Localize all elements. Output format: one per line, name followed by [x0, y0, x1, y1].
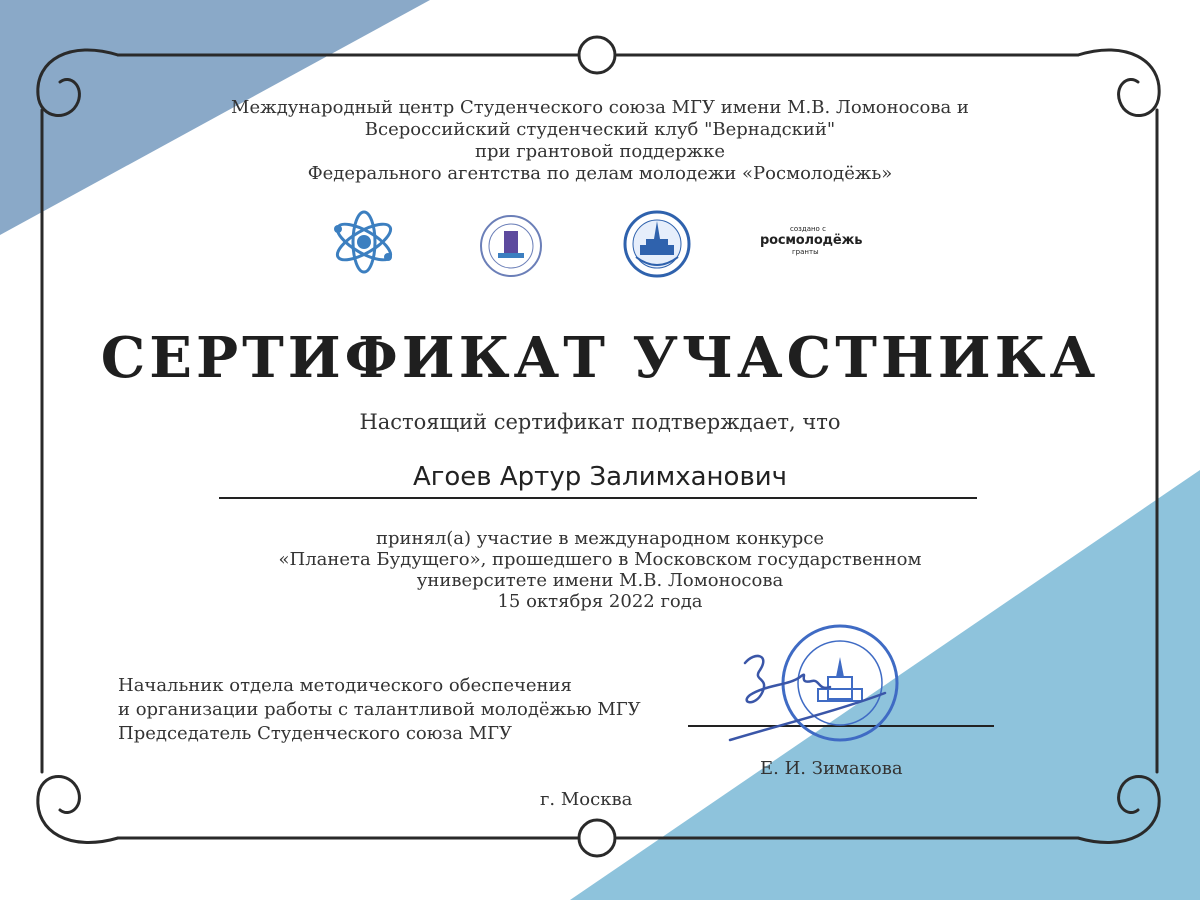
position-line-1: Начальник отдела методического обеспечения — [118, 675, 572, 696]
body-line-3: университете имени М.В. Ломоносова — [416, 570, 784, 591]
certificate-title: СЕРТИФИКАТ УЧАСТНИКА — [100, 325, 1100, 391]
seal-and-signature — [700, 615, 940, 765]
rosmolodezh-main-text: росмолодёжь — [760, 233, 863, 248]
recipient-name: Агоев Артур Залимханович — [412, 462, 788, 492]
body-line-2: «Планета Будущего», прошедшего в Московском государственном — [278, 549, 922, 570]
position-line-2: и организации работы с талантливой молодёжью МГУ — [118, 699, 641, 720]
header-line-1: Международный центр Студенческого союза МГУ имени М.В. Ломоносова и — [231, 97, 969, 118]
rosmolodezh-bottom-text: гранты — [792, 248, 819, 256]
participation-text — [200, 528, 1000, 612]
signer-name: Е. И. Зимакова — [760, 758, 903, 779]
body-line-1: принял(а) участие в международном конкурсе — [375, 528, 825, 549]
official-seal — [783, 626, 897, 740]
msu-students-union-logo — [622, 209, 692, 279]
header-line-2: Всероссийский студенческий клуб "Вернадский" — [364, 119, 836, 140]
event-date: 15 октября 2022 года — [497, 591, 703, 612]
confirmation-text: Настоящий сертификат подтверждает, что — [359, 410, 841, 434]
position-line-3: Председатель Студенческого союза МГУ — [118, 723, 513, 744]
header-line-4: Федерального агентства по делам молодежи «Росмолодёжь» — [307, 163, 893, 184]
rosmolodezh-top-text: создано с — [790, 225, 826, 233]
header-line-3: при грантовой поддержке — [474, 141, 726, 162]
signer-position — [118, 674, 678, 746]
vernadsky-club-logo — [478, 213, 544, 279]
issuer-header — [200, 97, 1000, 185]
name-underline — [219, 497, 977, 499]
atom-logo — [330, 207, 398, 277]
city: г. Москва — [540, 789, 633, 810]
logos-row — [320, 205, 880, 285]
rosmolodezh-logo — [760, 225, 870, 256]
